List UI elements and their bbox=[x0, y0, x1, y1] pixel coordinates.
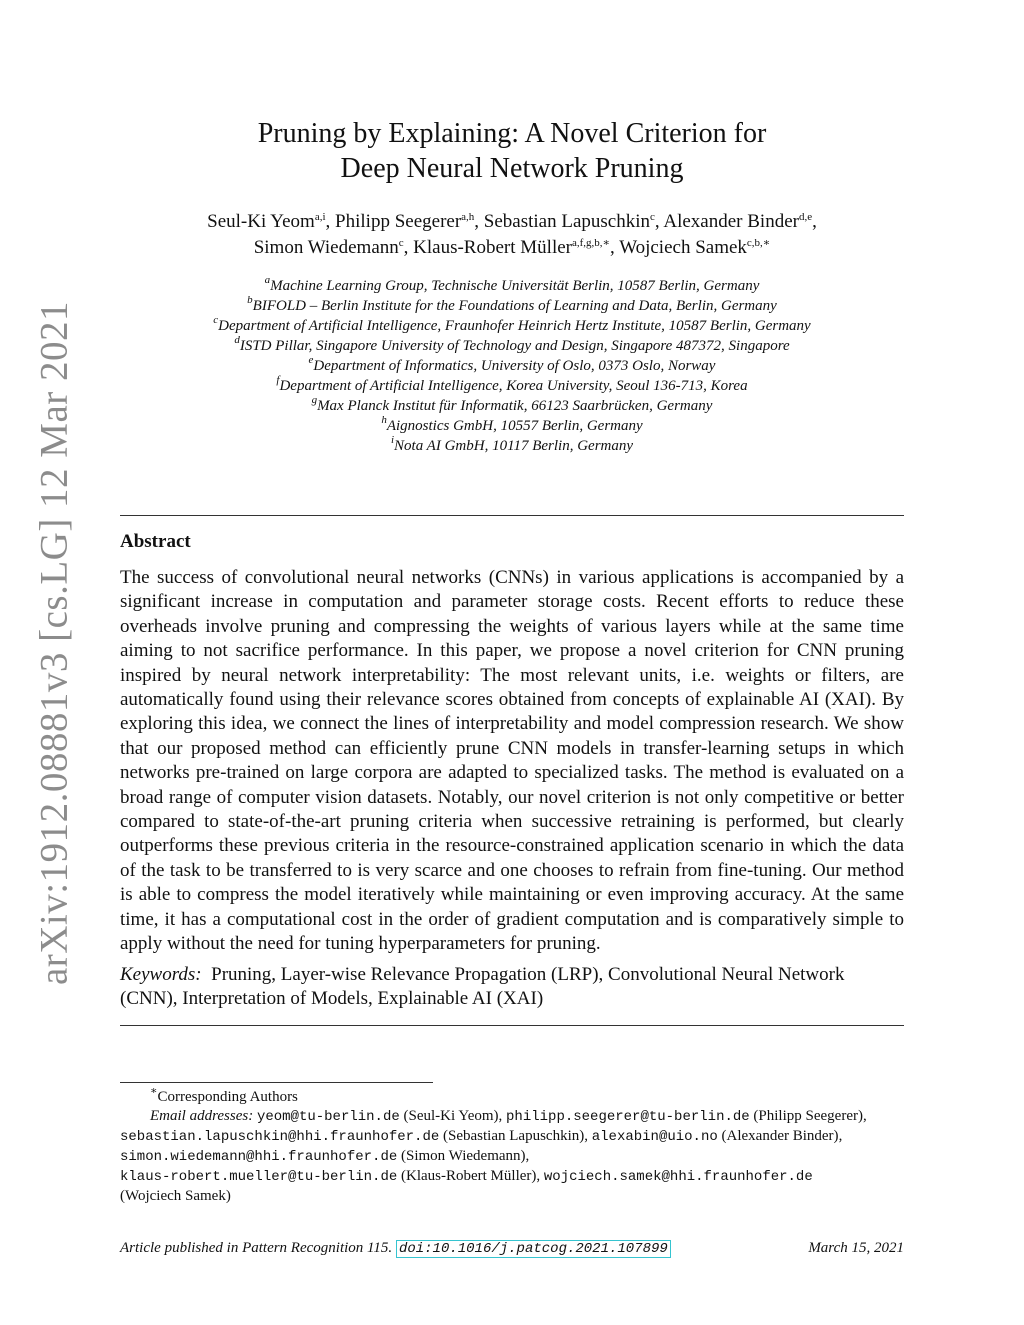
author-separator: , bbox=[654, 211, 664, 232]
affiliation-item bbox=[0, 416, 1024, 436]
affiliation-item bbox=[0, 356, 1024, 376]
email-link[interactable]: wojciech.samek@hhi.fraunhofer.de bbox=[543, 1169, 813, 1185]
author-separator: , bbox=[474, 211, 484, 232]
footnote-mark: ∗ bbox=[150, 1085, 158, 1097]
email-owner: (Sebastian Lapuschkin) bbox=[443, 1128, 585, 1144]
abstract-top-rule bbox=[120, 515, 904, 516]
author-name: Klaus-Robert Müller bbox=[413, 237, 572, 258]
affiliation-item bbox=[0, 436, 1024, 456]
affiliation-item bbox=[0, 296, 1024, 316]
affiliation-mark: g bbox=[311, 394, 318, 406]
paper-title bbox=[0, 116, 1024, 186]
email-owner: (Seul-Ki Yeom) bbox=[403, 1108, 499, 1124]
abstract-text: The success of convolutional neural networks (CNNs) in various applications is accompanied by a significant increase in computation and parameter storage costs. Recent efforts to reduce these overheads involve pruning and compressing the weights of various layers while at the same time aiming to not sacrifice performance. In this paper, we propose a novel criterion for CNN pruning inspired by neural network interpretability: The most relevant units, i.e. weights or filters, are automatically found using their relevance scores obtained from concepts of explainable AI (XAI). By exploring this idea, we connect the lines of interpretability and model compression research. We show that our proposed method can efficiently prune CNN models in transfer-learning setups in which networks pre-trained on large corpora are adapted to specialized tasks. The method is evaluated on a broad range of computer vision datasets. Notably, our novel criterion is not only competitive or better compared to state-of-the-art pruning criteria when successive retraining is performed, but clearly outperforms these previous criteria in the resource-constrained application scenario in which the data of the task to be transferred to is very scarce and one chooses to refrain from fine-tuning. Our method is able to compress the model iteratively while maintaining or even improving accuracy. At the same time, it has a computational cost in the order of gradient computation and is comparatively simple to apply without the need for tuning hyperparameters for pruning. bbox=[120, 567, 904, 955]
affiliation-text: Department of Artificial Intelligence, Korea University, Seoul 136-713, Korea bbox=[279, 378, 748, 394]
affiliation-mark: d bbox=[234, 334, 240, 346]
arxiv-identifier: arXiv:1912.08881v3 [cs.LG] 12 Mar 2021 bbox=[32, 300, 76, 986]
affiliation-mark: e bbox=[308, 354, 314, 366]
email-owner: (Simon Wiedemann) bbox=[401, 1148, 526, 1164]
affiliation-text: Nota AI GmbH, 10117 Berlin, Germany bbox=[394, 438, 634, 454]
author-affil-marks: c,b,∗ bbox=[746, 237, 771, 249]
affiliation-item bbox=[0, 376, 1024, 396]
email-link[interactable]: sebastian.lapuschkin@hhi.fraunhofer.de bbox=[120, 1129, 440, 1145]
author-affil-marks: a,i bbox=[314, 211, 326, 223]
author-name: Alexander Binder bbox=[663, 211, 799, 232]
keywords bbox=[120, 963, 904, 1012]
author-name: Philipp Seegerer bbox=[335, 211, 462, 232]
email-owner: (Wojciech Samek) bbox=[120, 1188, 231, 1204]
email-owner: (Klaus-Robert Müller) bbox=[401, 1168, 537, 1184]
email-link[interactable]: yeom@tu-berlin.de bbox=[256, 1109, 400, 1125]
affiliation-item bbox=[0, 336, 1024, 356]
author-affil-marks: d,e bbox=[798, 211, 813, 223]
email-link[interactable]: simon.wiedemann@hhi.fraunhofer.de bbox=[120, 1149, 398, 1165]
corresponding-text: Corresponding Authors bbox=[157, 1089, 298, 1105]
affiliation-item bbox=[0, 316, 1024, 336]
author-affil-marks: c bbox=[650, 211, 655, 223]
title-line-1: Pruning by Explaining: A Novel Criterion for bbox=[257, 118, 767, 149]
affiliation-mark: f bbox=[276, 374, 280, 386]
page-footer bbox=[120, 1240, 904, 1258]
doi-link[interactable]: doi:10.1016/j.patcog.2021.107899 bbox=[396, 1240, 671, 1258]
abstract-heading: Abstract bbox=[120, 531, 191, 552]
footer-date: March 15, 2021 bbox=[808, 1240, 904, 1256]
affiliation-mark: b bbox=[247, 294, 253, 306]
author-name: Wojciech Samek bbox=[619, 237, 747, 258]
email-owner: (Alexander Binder) bbox=[721, 1128, 839, 1144]
affiliation-mark: h bbox=[381, 414, 387, 426]
email-link[interactable]: philipp.seegerer@tu-berlin.de bbox=[506, 1109, 750, 1125]
affiliation-mark: c bbox=[213, 314, 219, 326]
email-label: Email addresses: bbox=[150, 1108, 254, 1124]
author-separator: , bbox=[403, 237, 414, 258]
affiliation-text: ISTD Pillar, Singapore University of Technology and Design, Singapore 487372, Singapore bbox=[239, 338, 790, 354]
email-list: Email addresses: yeom@tu-berlin.de (Seul-Ki Yeom), philipp.seegerer@tu-berlin.de (Philipp Seegerer), sebastian.lapuschkin@hhi.fraunhofer.de (Sebastian Lapuschkin), alexabin@uio.no (Alexander Binder), simon.wiedemann@hhi.fraunhofer.de (Simon Wiedemann), klaus-robert.mueller@tu-berlin.de (Klaus-Robert Müller), wojciech.samek@hhi.fraunhofer.de (Wojciech Samek) bbox=[120, 1108, 867, 1204]
publication-note: Article published in Pattern Recognition 115. bbox=[120, 1240, 393, 1256]
affiliation-item bbox=[0, 396, 1024, 416]
affiliation-item bbox=[0, 276, 1024, 296]
author-name: Seul-Ki Yeom bbox=[207, 211, 315, 232]
affiliation-text: Machine Learning Group, Technische Universität Berlin, 10587 Berlin, Germany bbox=[270, 278, 760, 294]
author-list bbox=[0, 209, 1024, 261]
affiliation-mark: a bbox=[264, 274, 271, 286]
email-link[interactable]: klaus-robert.mueller@tu-berlin.de bbox=[120, 1169, 398, 1185]
author-separator: , bbox=[812, 211, 817, 232]
author-separator: , bbox=[610, 237, 620, 258]
author-name: Simon Wiedemann bbox=[253, 237, 399, 258]
affiliation-text: Max Planck Institut für Informatik, 66123 Saarbrücken, Germany bbox=[317, 398, 713, 414]
author-affil-marks: a,f,g,b,∗ bbox=[571, 237, 611, 249]
author-line-1 bbox=[0, 209, 1024, 235]
email-link[interactable]: alexabin@uio.no bbox=[591, 1129, 718, 1145]
keywords-label: Keywords: bbox=[120, 964, 202, 985]
author-separator: , bbox=[325, 211, 336, 232]
author-name: Sebastian Lapuschkin bbox=[483, 211, 651, 232]
footnote-rule bbox=[120, 1082, 433, 1083]
author-affil-marks: a,h bbox=[461, 211, 475, 223]
affiliation-text: BIFOLD – Berlin Institute for the Foundations of Learning and Data, Berlin, Germany bbox=[252, 298, 777, 314]
affiliation-text: Aignostics GmbH, 10557 Berlin, Germany bbox=[386, 418, 643, 434]
affiliation-mark: i bbox=[390, 434, 395, 446]
author-affil-marks: c bbox=[398, 237, 404, 249]
author-line-2 bbox=[0, 235, 1024, 261]
affiliation-text: Department of Informatics, University of Oslo, 0373 Oslo, Norway bbox=[313, 358, 716, 374]
footnote bbox=[120, 1085, 904, 1206]
affiliation-text: Department of Artificial Intelligence, Fraunhofer Heinrich Hertz Institute, 10587 Berlin, Germany bbox=[218, 318, 811, 334]
email-owner: (Philipp Seegerer) bbox=[753, 1108, 863, 1124]
keywords-text: Pruning, Layer-wise Relevance Propagation (LRP), Convolutional Neural Network (CNN), Interpretation of Models, Explainable AI (XAI) bbox=[120, 964, 845, 1010]
abstract-bottom-rule bbox=[120, 1025, 904, 1026]
title-line-2: Deep Neural Network Pruning bbox=[340, 153, 684, 184]
affiliation-list bbox=[0, 276, 1024, 456]
corresponding-note bbox=[120, 1085, 904, 1107]
